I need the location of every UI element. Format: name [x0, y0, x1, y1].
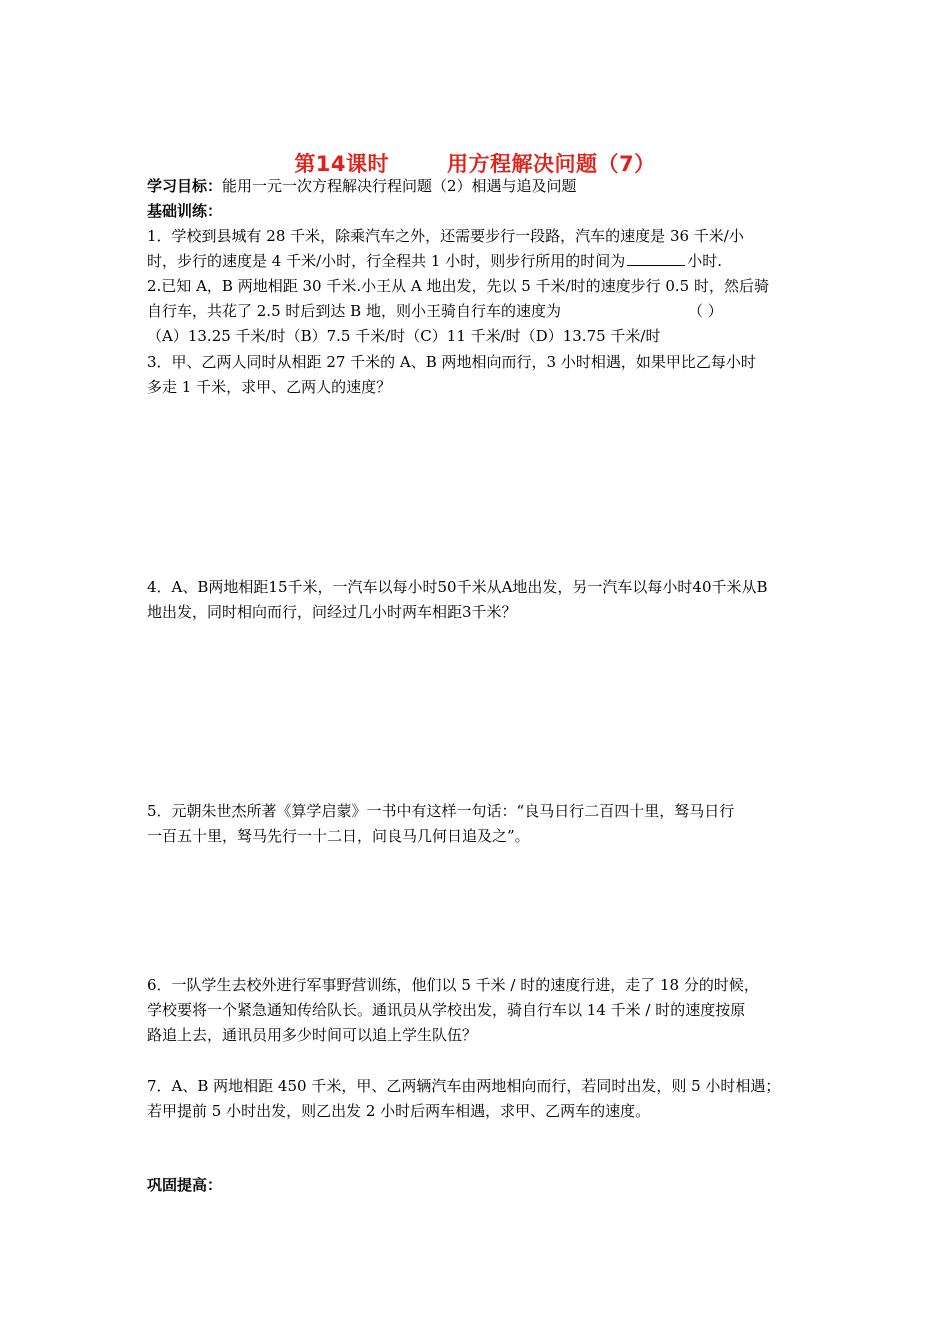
question-2-line-1: 2.已知 A，B 两地相距 30 千米.小王从 A 地出发，先以 5 千米/时的速度步行 0.5 时，然后骑	[147, 277, 769, 295]
objective-text: 能用一元一次方程解决行程问题（2）相遇与追及问题	[222, 177, 577, 195]
question-7-line-1: 7．A、B 两地相距 450 千米，甲、乙两辆汽车由两地相向而行，若同时出发，则 5 小时相遇；	[147, 1077, 781, 1095]
question-6-line-3: 路追上去，通讯员用多少时间可以追上学生队伍？	[147, 1026, 478, 1044]
question-3-line-2: 多走 1 千米，求甲、乙两人的速度？	[147, 378, 392, 396]
page-title	[0, 148, 950, 178]
question-1-unit: 小时.	[687, 252, 722, 270]
answer-blank[interactable]	[627, 251, 685, 266]
question-2-line-2: 自行车，共花了 2.5 时后到达 B 地，则小王骑自行车的速度为	[147, 302, 561, 320]
question-5-line-1: 5．元朝朱世杰所著《算学启蒙》一书中有这样一句话：“良马日行二百四十里，驽马日行	[147, 802, 735, 820]
question-1-line-2	[147, 251, 722, 271]
objective-label: 学习目标：	[147, 177, 223, 195]
lesson-topic: 用方程解决问题（7）	[447, 152, 656, 176]
question-6-line-2: 学校要将一个紧急通知传给队长。通讯员从学校出发，骑自行车以 14 千米 / 时的速度按原	[147, 1001, 746, 1019]
question-1-line-1: 1．学校到县城有 28 千米，除乘汽车之外，还需要步行一段路，汽车的速度是 36 千米/小	[147, 227, 744, 245]
learning-objective	[147, 176, 577, 196]
basic-training-heading: 基础训练：	[147, 202, 223, 220]
question-6-line-1: 6．一队学生去校外进行军事野营训练，他们以 5 千米 / 时的速度行进，走了 18 分的时候，	[147, 976, 759, 994]
consolidation-heading: 巩固提高：	[147, 1176, 223, 1194]
question-2-options: （A）13.25 千米/时（B）7.5 千米/时（C）11 千米/时（D）13.75 千米/时	[147, 327, 661, 345]
question-4-line-2: 地出发，同时相向而行，问经过几小时两车相距3千米？	[147, 603, 517, 621]
question-5-line-2: 一百五十里，驽马先行一十二日，问良马几何日追及之”。	[147, 827, 530, 845]
question-1-text: 时，步行的速度是 4 千米/小时，行全程共 1 小时，则步行所用的时间为	[147, 252, 626, 270]
question-7-line-2: 若甲提前 5 小时出发，则乙出发 2 小时后两车相遇，求甲、乙两车的速度。	[147, 1102, 651, 1120]
choice-answer-bracket[interactable]: （ ）	[688, 302, 723, 320]
question-4-line-1: 4．A、B两地相距15千米，一汽车以每小时50千米从A地出发，另一汽车以每小时40千米从B	[147, 578, 768, 596]
question-3-line-1: 3．甲、乙两人同时从相距 27 千米的 A、B 两地相向而行，3 小时相遇，如果甲比乙每小时	[147, 353, 756, 371]
lesson-number: 第14课时	[294, 152, 390, 176]
